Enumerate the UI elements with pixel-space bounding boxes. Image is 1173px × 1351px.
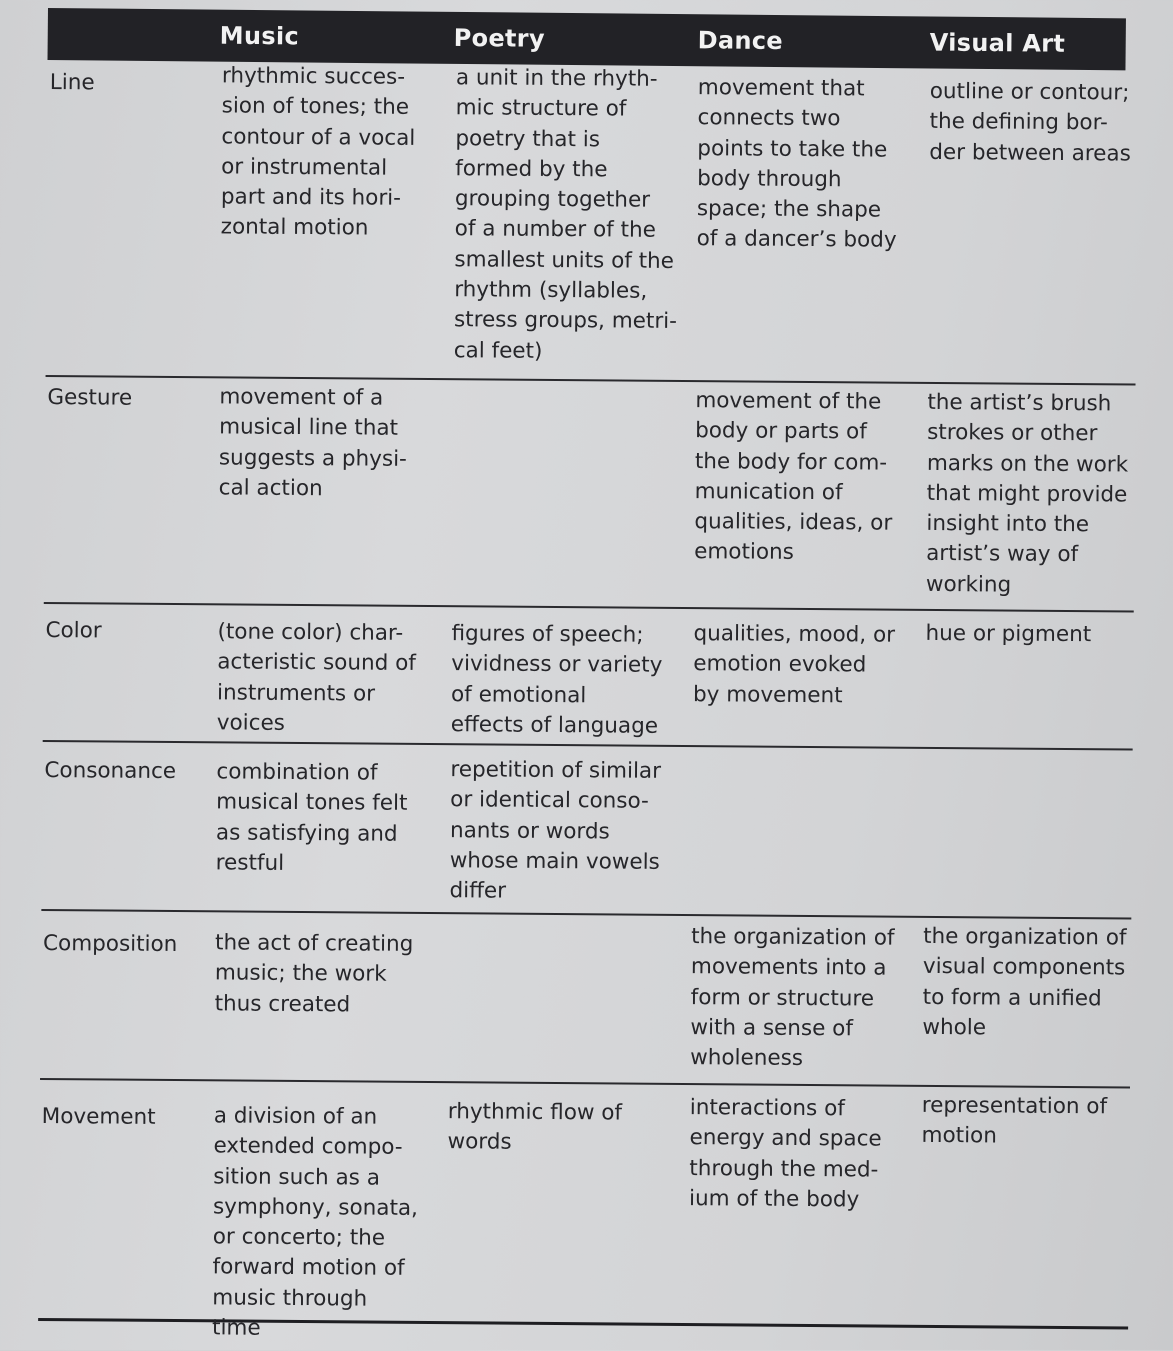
cell-music: the act of creating music; the work thus created bbox=[214, 930, 414, 1017]
cell-music: a division of an extended compo- sition such as a symphony, sonata, or concerto; the forward motion of music through time bbox=[211, 1103, 419, 1341]
row-term: Composition bbox=[42, 930, 178, 958]
cell-music: rhythmic succes- sion of tones; the contour of a vocal or instrumental part and its hori- zontal motion bbox=[220, 63, 416, 242]
column-header-visual-art: Visual Art bbox=[929, 28, 1066, 58]
cell-poetry: a unit in the rhyth- mic structure of poetry that is formed by the grouping together of a number of the smallest units of the rhythm (syllables, stress groups, metri- cal feet) bbox=[453, 65, 678, 364]
row-term: Color bbox=[45, 617, 102, 644]
column-header-music: Music bbox=[219, 21, 300, 51]
row-term: Gesture bbox=[47, 385, 133, 411]
row-term: Line bbox=[49, 70, 95, 96]
cell-poetry bbox=[449, 930, 679, 932]
column-header-poetry: Poetry bbox=[453, 23, 545, 53]
cell-dance: movement of the body or parts of the body for com- munication of qualities, ideas, or emotions bbox=[694, 388, 893, 566]
row-term: Movement bbox=[41, 1103, 156, 1130]
cell-poetry: rhythmic flow of words bbox=[447, 1099, 623, 1155]
table-row-consonance bbox=[41, 742, 1132, 920]
cell-poetry bbox=[453, 384, 683, 386]
comparison-table bbox=[38, 63, 1138, 1341]
row-term: Consonance bbox=[44, 757, 177, 785]
cell-dance: interactions of energy and space through the med- ium of the body bbox=[689, 1095, 882, 1213]
cell-poetry: repetition of similar or identical conso- nants or words whose main vowels differ bbox=[449, 757, 662, 904]
cell-music: combination of musical tones felt as satisfying and restful bbox=[215, 759, 408, 876]
table-row-color bbox=[43, 604, 1134, 751]
table-row-gesture bbox=[44, 377, 1136, 613]
cell-visual-art: the organization of visual components to form a unified whole bbox=[922, 923, 1127, 1041]
cell-dance bbox=[693, 757, 913, 759]
cell-visual-art bbox=[925, 759, 1145, 761]
table-row-line bbox=[46, 64, 1138, 386]
cell-visual-art: the artist’s brush strokes or other marks on the work that might provide insight into the artist’s way of working bbox=[925, 389, 1129, 598]
cell-visual-art: representation of motion bbox=[921, 1092, 1108, 1149]
cell-music: movement of a musical line that suggests a physi- cal action bbox=[218, 384, 407, 502]
table-header bbox=[48, 8, 1126, 70]
table-row-composition bbox=[40, 911, 1131, 1089]
cell-dance: movement that connects two points to take the body through space; the shape of a dancer’s body bbox=[696, 75, 897, 254]
cell-visual-art: outline or contour; the defining bor- der between areas bbox=[929, 78, 1131, 167]
column-header-dance: Dance bbox=[697, 26, 784, 56]
cell-visual-art: hue or pigment bbox=[925, 620, 1092, 648]
table-row-movement bbox=[38, 1080, 1130, 1341]
cell-music: (tone color) char- acteristic sound of instruments or voices bbox=[216, 619, 416, 736]
cell-poetry: figures of speech; vividness or variety of emotional effects of language bbox=[450, 621, 663, 739]
cell-dance: the organization of movements into a form or structure with a sense of wholeness bbox=[690, 924, 895, 1072]
cell-dance: qualities, mood, or emotion evoked by movement bbox=[692, 621, 896, 708]
